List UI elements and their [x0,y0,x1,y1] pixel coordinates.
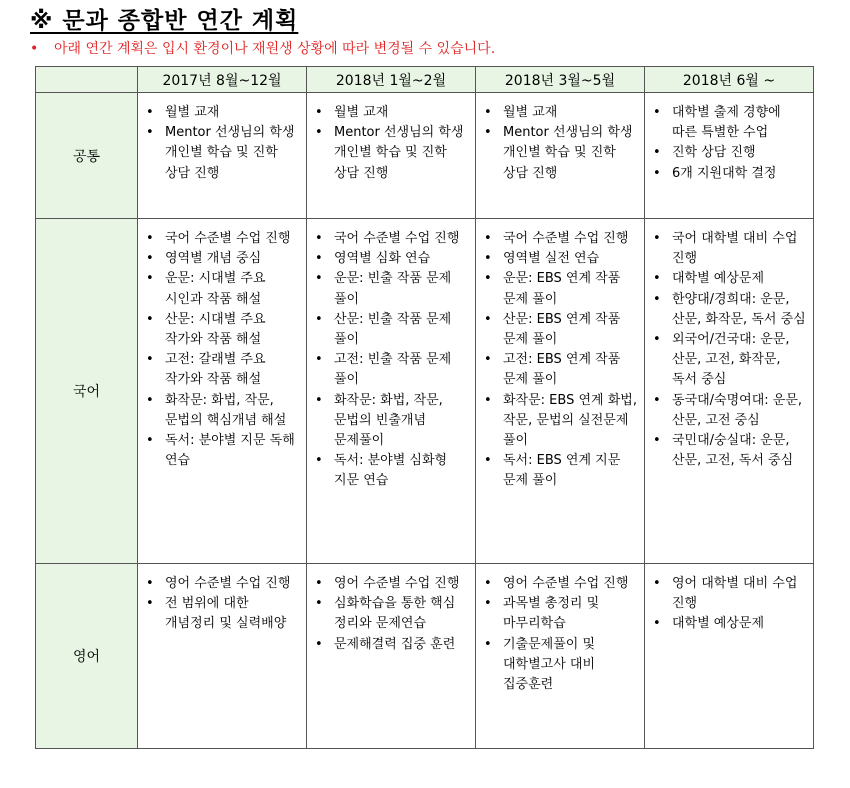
list-item: • 고전: 갈래별 주요 작가와 작품 해설 [146,350,302,390]
list-item: • 화작문: 화법, 작문, 문법의 핵심개념 해설 [146,391,302,431]
list-item: • 월별 교재 [315,103,471,123]
header-corner [36,67,138,93]
list-item: • 월별 교재 [484,103,640,123]
table-row [36,93,814,219]
list-item: • 영어 수준별 수업 진행 [315,574,471,594]
plan-cell [307,93,476,219]
list-item: • 대학별 예상문제 [653,269,809,289]
notice [30,38,495,58]
list-item: • Mentor 선생님의 학생 개인별 학습 및 진학 상담 진행 [484,123,640,184]
plan-cell [138,93,307,219]
list-item: • 영어 수준별 수업 진행 [146,574,302,594]
list-item: • 국어 수준별 수업 진행 [315,229,471,249]
header-period: 2018년 3월~5월 [476,67,645,93]
list-item: • 독서: EBS 연계 지문 문제 풀이 [484,451,640,491]
list-item: • 운문: 시대별 주요 시인과 작품 해설 [146,269,302,309]
list-item: • 국어 수준별 수업 진행 [484,229,640,249]
plan-cell [307,219,476,564]
subject-label: 국어 [36,219,138,564]
plan-cell [138,219,307,564]
list-item: • 기출문제풀이 및 대학별고사 대비 집중훈련 [484,635,640,696]
plan-cell [645,219,814,564]
list-item: • 고전: 빈출 작품 문제 풀이 [315,350,471,390]
plan-cell [476,219,645,564]
list-item: • 화작문: 화법, 작문, 문법의 빈출개념 문제풀이 [315,391,471,452]
list-item: • 독서: 분야별 심화형 지문 연습 [315,451,471,491]
plan-cell [138,564,307,749]
list-item: • 월별 교재 [146,103,302,123]
list-item: • 산문: EBS 연계 작품 문제 풀이 [484,310,640,350]
plan-cell [645,93,814,219]
table-header-row [36,67,814,93]
list-item: • 독서: 분야별 지문 독해 연습 [146,431,302,471]
notice-bullet: • [30,41,39,57]
list-item: • 영역별 개념 중심 [146,249,302,269]
list-item: • 외국어/건국대: 운문, 산문, 고전, 화작문, 독서 중심 [653,330,809,391]
table-row [36,564,814,749]
list-item: • 동국대/숙명여대: 운문, 산문, 고전 중심 [653,391,809,431]
list-item: • 국민대/숭실대: 운문, 산문, 고전, 독서 중심 [653,431,809,471]
list-item: • 영어 대학별 대비 수업 진행 [653,574,809,614]
list-item: • 영역별 심화 연습 [315,249,471,269]
annual-plan-table [35,66,814,749]
list-item: • 화작문: EBS 연계 화법, 작문, 문법의 실전문제 풀이 [484,391,640,452]
notice-text: 아래 연간 계획은 입시 환경이나 재원생 상황에 따라 변경될 수 있습니다. [54,41,496,57]
plan-cell [476,93,645,219]
header-period: 2018년 1월~2월 [307,67,476,93]
list-item: • Mentor 선생님의 학생 개인별 학습 및 진학 상담 진행 [315,123,471,184]
list-item: • 운문: EBS 연계 작품 문제 풀이 [484,269,640,309]
header-period: 2018년 6월 ~ [645,67,814,93]
plan-cell [307,564,476,749]
header-period: 2017년 8월~12월 [138,67,307,93]
list-item: • 진학 상담 진행 [653,143,809,163]
plan-cell [476,564,645,749]
list-item: • Mentor 선생님의 학생 개인별 학습 및 진학 상담 진행 [146,123,302,184]
list-item: • 전 범위에 대한 개념정리 및 실력배양 [146,594,302,634]
list-item: • 국어 대학별 대비 수업 진행 [653,229,809,269]
list-item: • 대학별 예상문제 [653,614,809,634]
list-item: • 한양대/경희대: 운문, 산문, 화작문, 독서 중심 [653,290,809,330]
list-item: • 과목별 총정리 및 마무리학습 [484,594,640,634]
subject-label: 영어 [36,564,138,749]
subject-label: 공통 [36,93,138,219]
list-item: • 6개 지원대학 결정 [653,164,809,184]
list-item: • 고전: EBS 연계 작품 문제 풀이 [484,350,640,390]
list-item: • 운문: 빈출 작품 문제 풀이 [315,269,471,309]
list-item: • 대학별 출제 경향에 따른 특별한 수업 [653,103,809,143]
page-title: ※ 문과 종합반 연간 계획 [30,8,299,34]
list-item: • 문제해결력 집중 훈련 [315,635,471,655]
list-item: • 국어 수준별 수업 진행 [146,229,302,249]
list-item: • 심화학습을 통한 핵심 정리와 문제연습 [315,594,471,634]
list-item: • 산문: 빈출 작품 문제 풀이 [315,310,471,350]
list-item: • 영역별 실전 연습 [484,249,640,269]
list-item: • 산문: 시대별 주요 작가와 작품 해설 [146,310,302,350]
table-row [36,219,814,564]
list-item: • 영어 수준별 수업 진행 [484,574,640,594]
plan-cell [645,564,814,749]
